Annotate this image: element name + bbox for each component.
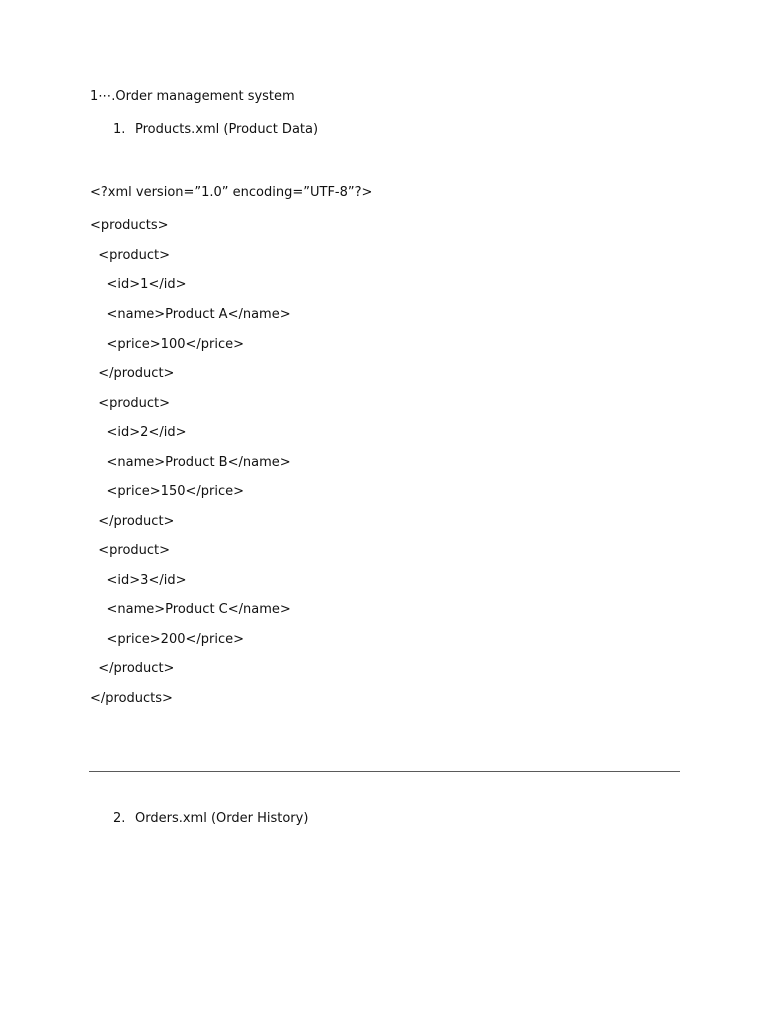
section-2-title: Orders.xml (Order History) xyxy=(135,811,309,826)
code-line: </product> xyxy=(90,366,175,381)
code-line: <id>3</id> xyxy=(90,573,187,588)
section-1-title: Products.xml (Product Data) xyxy=(135,122,319,137)
section-2-number: 2. xyxy=(113,811,126,826)
code-line: </products> xyxy=(90,691,173,706)
code-line: <product> xyxy=(90,543,171,558)
code-line: <price>200</price> xyxy=(90,632,245,647)
code-line: <name>Product A</name> xyxy=(90,307,291,322)
code-line: <?xml version=”1.0” encoding=”UTF-8”?> xyxy=(90,185,373,200)
code-line: <id>1</id> xyxy=(90,277,187,292)
code-line: <price>100</price> xyxy=(90,337,245,352)
code-line: <name>Product C</name> xyxy=(90,602,291,617)
code-line: </product> xyxy=(90,514,175,529)
horizontal-divider xyxy=(89,771,680,772)
code-line: <name>Product B</name> xyxy=(90,455,291,470)
code-line: <id>2</id> xyxy=(90,425,187,440)
document-heading: 1⋯.Order management system xyxy=(90,89,295,104)
code-line: </product> xyxy=(90,661,175,676)
code-line: <products> xyxy=(90,218,169,233)
section-1-number: 1. xyxy=(113,122,126,137)
code-line: <product> xyxy=(90,396,171,411)
code-line: <product> xyxy=(90,248,171,263)
code-line: <price>150</price> xyxy=(90,484,245,499)
